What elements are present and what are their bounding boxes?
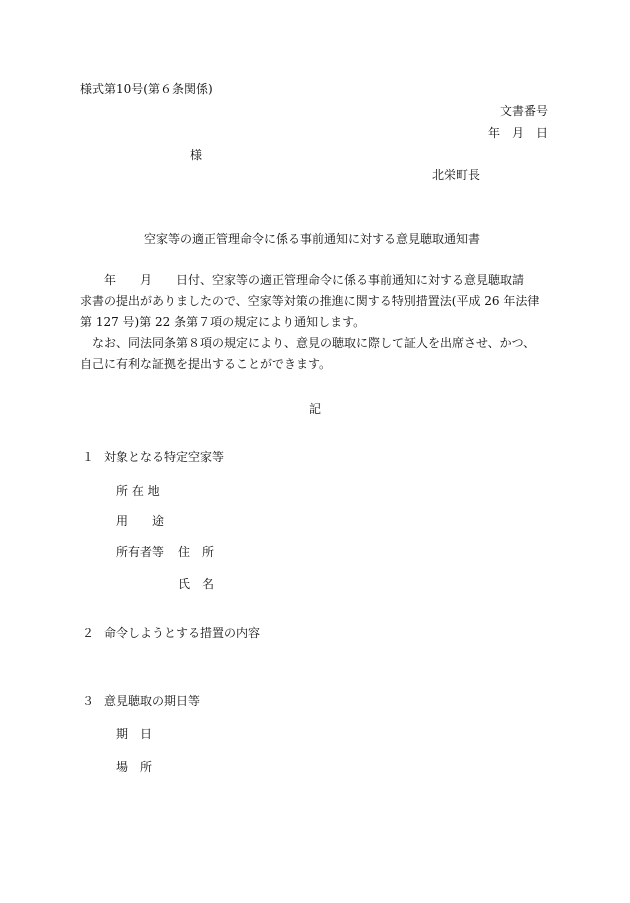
ki-heading: 記 <box>309 402 322 416</box>
hearing-date-label: 期 日 <box>116 727 153 741</box>
document-title: 空家等の適正管理命令に係る事前通知に対する意見聴取通知書 <box>144 232 481 246</box>
body-text <box>80 270 550 375</box>
location-label: 所 在 地 <box>116 484 160 498</box>
document-number: 文書番号 <box>499 104 548 118</box>
hearing-place-label: 場 所 <box>116 760 153 774</box>
body-line-4: なお、同法同条第８項の規定により、意見の聴取に際して証人を出席させ、かつ、 <box>80 336 536 350</box>
use-label: 用 途 <box>116 514 165 528</box>
section-3-number: ３ <box>82 694 95 708</box>
body-line-2: 求書の提出がありましたので、空家等対策の推進に関する特別措置法(平成 26 年法律 <box>80 294 540 308</box>
owner-label: 所有者等 <box>116 545 165 559</box>
body-line-1: 年 月 日付、空家等の適正管理命令に係る事前通知に対する意見聴取請 <box>80 273 525 287</box>
owner-address-label: 住 所 <box>178 545 215 559</box>
sender: 北栄町長 <box>432 168 481 182</box>
body-line-3: 第 127 号)第 22 条第７項の規定により通知します。 <box>80 315 366 329</box>
date-line: 年 月 日 <box>487 126 548 140</box>
section-3-heading: 意見聴取の期日等 <box>104 694 201 708</box>
section-1-heading: 対象となる特定空家等 <box>104 450 225 464</box>
section-2-number: ２ <box>82 626 95 640</box>
section-2-heading: 命令しようとする措置の内容 <box>104 626 261 640</box>
section-1-number: １ <box>82 450 95 464</box>
form-label: 様式第10号(第６条関係) <box>80 82 213 96</box>
addressee-suffix: 様 <box>190 148 203 162</box>
body-line-5: 自己に有利な証拠を提出することができます。 <box>80 357 332 371</box>
owner-name-label: 氏 名 <box>178 577 215 591</box>
